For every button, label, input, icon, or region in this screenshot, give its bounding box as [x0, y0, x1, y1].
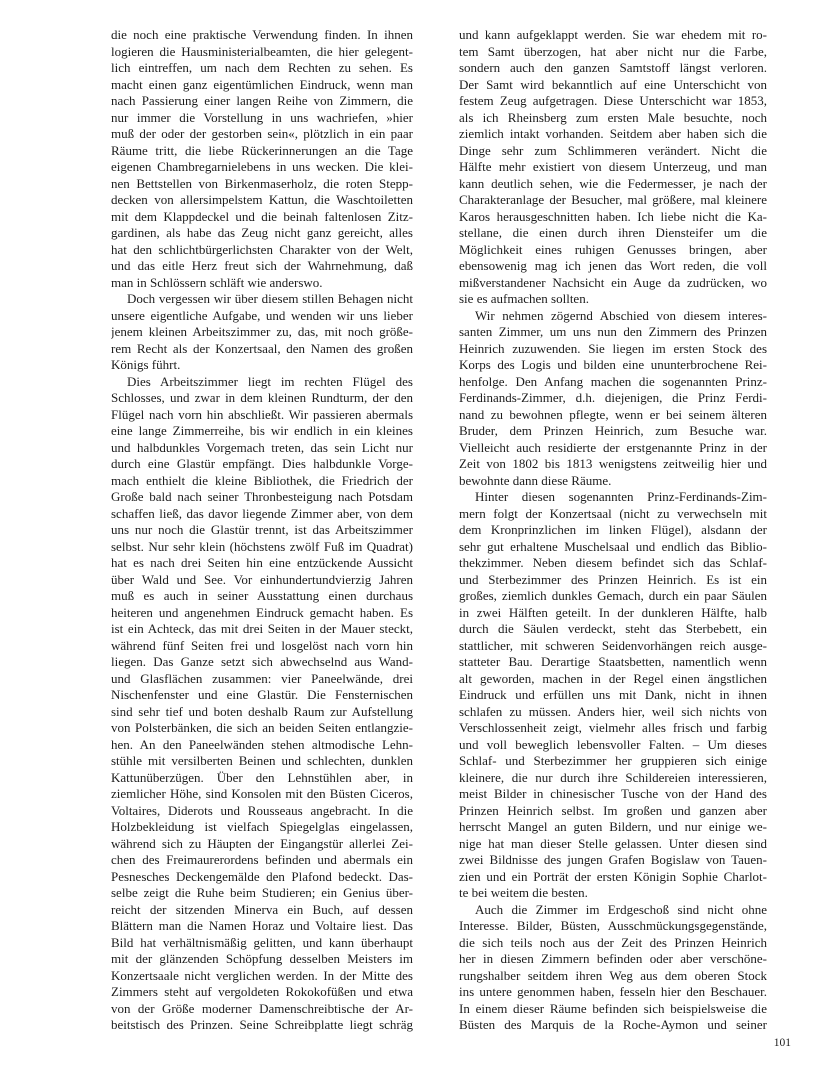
text-line: Hälfte mehr existiert von diesem Unterzeug, und man	[459, 159, 767, 174]
text-line: festem Zeug aufgetragen. Diese Unterschicht war 1853,	[459, 93, 767, 108]
text-line: Blättern man die Namen Horaz und Voltaire liest. Das	[111, 918, 413, 933]
text-line: selbst. Nur sehr klein (höchstens zwölf Fuß im Quadrat)	[111, 538, 413, 554]
text-line: und voll beweglich lebensvoller Falten. – Um dieses	[459, 736, 767, 752]
text-line: uns nur noch die Glastür trennt, ist das Arbeitszimmer	[111, 522, 413, 537]
text-line: Prinzen Heinrich selbst. Im großen und ganzen aber	[459, 802, 767, 818]
text-line: hen. An den Paneelwänden stehen altmodische Lehn-	[111, 736, 413, 752]
text-line: Nischenfenster und eine Glastür. Die Fensternischen	[111, 687, 413, 702]
text-line: stattlicher, mit schweren Seidenvorhängen reich ausge-	[459, 637, 767, 653]
text-line: Der Samt wird bekanntlich auf eine Unterschicht von	[459, 76, 767, 92]
text-line: Wir nehmen zögernd Abschied von diesem interes-	[475, 307, 767, 323]
text-line: heiteren und angenehmen Eindruck gemacht haben. Es	[111, 604, 413, 620]
text-line: meist Bilder in chinesischer Tusche von der Hand des	[459, 786, 767, 801]
text-line: die noch eine praktische Verwendung finden. In ihnen	[111, 27, 413, 42]
text-line: Schlaf- und Sterbezimmer her gruppieren sich einige	[459, 753, 767, 768]
paragraph	[459, 902, 767, 1034]
text-line: nige hat man dieser Stelle gelassen. Unter diesen sind	[459, 835, 767, 851]
text-line: nen Bettstellen von Birkenmaserholz, die roten Stepp-	[111, 175, 413, 191]
text-line: von Polsterbänken, die sich an beiden Seiten entlangzie-	[111, 720, 413, 735]
text-line: lich eintreffen, um nach dem Rechten zu sehen. Es	[111, 60, 413, 75]
text-column-right	[459, 27, 767, 1034]
text-line: selbe zeigt die Ruhe beim Studieren; ein Genius über-	[111, 885, 413, 900]
text-line: Büsten des Marquis de la Roche-Aymon und seiner	[459, 1017, 767, 1032]
text-line: Zeit von 1802 bis 1813 wenigstens zeitweilig hier und	[459, 456, 767, 471]
text-line: Flügel nach vorn hin abschließt. Wir passieren abermals	[111, 406, 413, 422]
text-line: kann deutlich sehen, wie die Federmesser, je nach der	[459, 175, 767, 191]
text-line: Hinter diesen sogenannten Prinz-Ferdinands-Zim-	[475, 489, 767, 504]
text-line: nand zu bewohnen pflegte, wenn er bei seinem älteren	[459, 406, 767, 422]
paragraph	[111, 291, 413, 374]
text-line: Bild hat verhältnismäßig gelitten, und kann überhaupt	[111, 934, 413, 950]
text-line: tem Samt überzogen, hat aber nicht nur die Farbe,	[459, 43, 767, 59]
text-line: schlafen zu müssen. Anders hier, weil sich nichts von	[459, 703, 767, 719]
text-line: mit dem Klappdeckel und die beinah faltenlosen Zitz-	[111, 208, 413, 224]
text-line: in zwei Hälften geteilt. In der dunkleren Hälfte, halb	[459, 604, 767, 620]
page-number: 101	[773, 1037, 791, 1049]
text-line: santen Zimmer, um uns nun den Zimmern des Prinzen	[459, 324, 767, 339]
text-line: ebensowenig mag ich jenen das Wort reden, die voll	[459, 258, 767, 273]
text-line: als ich Rheinsberg zum ersten Male besuchte, noch	[459, 109, 767, 125]
text-line: mit der glänzenden Schöpfung desselben Meisters im	[111, 951, 413, 966]
text-line: dem Kronprinzlichen im linken Flügel), alsdann der	[459, 522, 767, 537]
text-line: reicht der sitzenden Minerva ein Buch, auf dessen	[111, 901, 413, 917]
text-line: und kann aufgeklappt werden. Sie war ehedem mit ro-	[459, 27, 767, 42]
text-line: mern folgt der Konzertsaal (nicht zu verwechseln mit	[459, 505, 767, 521]
text-line: mach enthielt die kleine Bibliothek, die Friedrich der	[111, 472, 413, 488]
text-line: hat den schlichtbürgerlichsten Charakter von der Welt,	[111, 241, 413, 257]
text-line: mißverstandener Nachsicht ein Auge da zudrücken, wo	[459, 274, 767, 290]
text-line: stellane, die einen durch ihren Diensteifer um die	[459, 225, 767, 240]
text-line: decken von allersimpelstem Kattun, die Waschtoiletten	[111, 192, 413, 207]
text-line: te bei weitem die besten.	[459, 885, 588, 900]
text-line: Korps des Logis und bilden eine ununterbrochene Rei-	[459, 357, 767, 372]
text-line: Karos herausgeschnitten haben. Ich liebe nicht die Ka-	[459, 208, 767, 224]
text-line: Charakteranlage der Besucher, mal größere, mal kleinere	[459, 192, 767, 207]
text-line: sondern auch den ganzen Samtstoff längst verloren.	[459, 60, 767, 75]
text-line: Schlosses, und zwar in dem kleinen Rundturm, der den	[111, 390, 413, 405]
text-column-left	[111, 27, 413, 1034]
text-line: statteter Bau. Derartige Staatsbetten, namentlich wenn	[459, 654, 767, 669]
text-line: während sich zu Häupten der Eingangstür allerlei Zei-	[111, 835, 413, 851]
text-line: Große bald nach seiner Thronbesteigung nach Potsdam	[111, 489, 413, 504]
text-line: Dies Arbeitszimmer liegt im rechten Flügel des	[127, 373, 413, 389]
text-line: her in diesen Zimmern befinden oder aber verschöne-	[459, 951, 767, 966]
text-line: Voltaires, Diderots und Rousseaus angebracht. In die	[111, 802, 413, 818]
text-line: muß der oder der gestorben sein«, plötzlich in ein paar	[111, 126, 413, 141]
text-line: thekzimmer. Neben diesem befindet sich das Schlaf-	[459, 555, 767, 570]
paragraph	[111, 374, 413, 1034]
text-line: unsere eigentliche Aufgabe, und wenden wir uns lieber	[111, 307, 413, 323]
text-line: Konzertsaale nicht verglichen werden. In der Mitte des	[111, 967, 413, 983]
text-line: Pesnesches Deckengemälde den Plafond bedeckt. Das-	[111, 868, 413, 884]
text-line: jenem kleinen Arbeitszimmer zu, das, mit noch größe-	[111, 324, 413, 339]
text-line: von der Größe moderner Damenschreibtische der Ar-	[111, 1000, 413, 1016]
text-line: während fünf Seiten frei und losgelöst nach vorn hin	[111, 637, 413, 653]
text-line: großes, ziemlich dunkles Gemach, durch ein paar Säulen	[459, 588, 767, 603]
text-line: Räume tritt, die liebe Rückerinnerungen an die Tage	[111, 142, 413, 158]
text-line: Zimmers steht auf vergoldeten Rokokofüßen und etwa	[111, 984, 413, 999]
text-line: herrscht Mangel an guten Bildern, und nur einige we-	[459, 819, 767, 834]
paragraph	[459, 308, 767, 490]
text-line: liegen. Das Ganze setzt sich abwechselnd aus Wand-	[111, 654, 413, 669]
text-line: man in Schlössern schläft wie anderswo.	[111, 274, 323, 290]
text-line: durch eine Glastür empfängt. Dies halbdunkle Vorge-	[111, 456, 413, 471]
text-line: henfolge. Den Anfang machen die sogenannten Prinz-	[459, 373, 767, 389]
text-line: kleinere, die nur durch ihre Schildereien interessieren,	[459, 769, 767, 785]
text-line: und das eitle Herz freut sich der Wahrnehmung, daß	[111, 258, 413, 273]
text-line: Vielleicht auch residierte der erstgenannte Prinz in der	[459, 439, 767, 455]
text-line: ziemlicher Höhe, sind Konsolen mit den Büsten Ciceros,	[111, 786, 413, 801]
text-line: chen des Freimaurerordens befinden und abermals ein	[111, 852, 413, 867]
text-line: Heinrich zuzuwenden. Sie liegen im ersten Stock des	[459, 340, 767, 356]
text-line: und Glasflächen zusammen: vier Paneelwände, drei	[111, 670, 413, 686]
text-line: Interesse. Bilder, Büsten, Ausschmückungsgegenstände,	[459, 918, 767, 933]
text-line: beitstisch des Prinzen. Seine Schreibplatte liegt schräg	[111, 1017, 413, 1032]
text-line: Eindruck und erfüllen uns mit Dank, nicht in ihnen	[459, 687, 767, 702]
text-line: Dinge sehr zum Schlimmeren verändert. Nicht die	[459, 142, 767, 158]
text-line: Ferdinands-Zimmer, d.h. diejenigen, die Prinz Ferdi-	[459, 390, 767, 405]
text-line: bewohnte dann diese Räume.	[459, 472, 612, 488]
text-line: stühle mit versilberten Beinen und schlechten, dunklen	[111, 753, 413, 768]
text-line: Möglichkeit eines ruhigen Genusses bringen, aber	[459, 241, 767, 257]
text-line: ins untere genommen haben, fesseln hier den Beschauer.	[459, 984, 767, 999]
text-line: Doch vergessen wir über diesem stillen Behagen nicht	[127, 291, 413, 306]
text-line: muß es auch in seiner Ausstattung einen durchaus	[111, 588, 413, 603]
text-line: sind sehr tief und boten deshalb Raum zur Aufstellung	[111, 703, 413, 719]
text-line: ziemlich intakt vorhanden. Seitdem aber haben sich die	[459, 126, 767, 141]
text-line: hat es nach drei Seiten hin eine entzückende Aussicht	[111, 555, 413, 570]
text-line: zien und ein Porträt der ersten Königin Sophie Charlot-	[459, 868, 767, 884]
text-line: nach Passierung einer langen Reihe von Zimmern, die	[111, 93, 413, 108]
text-line: über Wald und See. Vor einhundertundvierzig Jahren	[111, 571, 413, 587]
text-line: Kattunüberzügen. Über den Lehnstühlen aber, in	[111, 769, 413, 785]
text-line: und Sterbezimmer des Prinzen Heinrich. Es ist ein	[459, 571, 767, 587]
text-line: In einem dieser Räume befinden sich beispielsweise die	[459, 1000, 767, 1016]
text-line: Auch die Zimmer im Erdgeschoß sind nicht ohne	[475, 901, 767, 917]
text-line: und halbdunkles Vorgemach treten, das sein Licht nur	[111, 439, 413, 455]
text-line: eine lange Zimmerreihe, bis wir endlich in ein kleines	[111, 423, 413, 438]
text-line: durch die Säulen verdeckt, steht das Sterbebett, ein	[459, 621, 767, 636]
paragraph	[111, 27, 413, 291]
text-line: die sich teils noch aus der Zeit des Prinzen Heinrich	[459, 934, 767, 950]
text-line: macht einen ganz eigentümlichen Eindruck, wenn man	[111, 76, 413, 92]
text-line: schaffen ließ, das davor liegende Zimmer aber, von dem	[111, 505, 413, 521]
text-line: eigenen Chambregarnielebens in uns wecken. Die klei-	[111, 159, 413, 174]
text-line: zwei Bildnisse des jungen Grafen Bogislaw von Tauen-	[459, 852, 767, 867]
paragraph	[459, 489, 767, 902]
text-line: sehr gut erhaltene Muschelsaal und endlich das Biblio-	[459, 538, 767, 554]
text-line: nur immer die Vorstellung in uns wachriefen, »hier	[111, 109, 413, 125]
text-line: Verschlossenheit zeigt, vielmehr alles frisch und farbig	[459, 720, 767, 735]
text-line: ist ein Achteck, das mit drei Seiten in der Mauer steckt,	[111, 621, 413, 636]
text-line: rungshalber seitdem ihren Weg aus dem oberen Stock	[459, 967, 767, 983]
text-line: Königs führt.	[111, 357, 181, 372]
text-line: Bruder, dem Prinzen Heinrich, zum Besuche war.	[459, 423, 767, 438]
text-line: gardinen, als habe das Zeug nicht ganz gereicht, alles	[111, 225, 413, 240]
text-line: logieren die Hausministerialbeamten, die hier gelegent-	[111, 43, 413, 59]
text-line: sie es aufmachen sollten.	[459, 291, 589, 306]
paragraph	[459, 27, 767, 308]
text-line: alt geworden, machen in der Regel einen ängstlichen	[459, 670, 767, 686]
text-line: Holzbekleidung ist vielfach Spiegelglas eingelassen,	[111, 819, 413, 834]
text-line: rem Recht als der Konzertsaal, den Namen des großen	[111, 340, 413, 356]
